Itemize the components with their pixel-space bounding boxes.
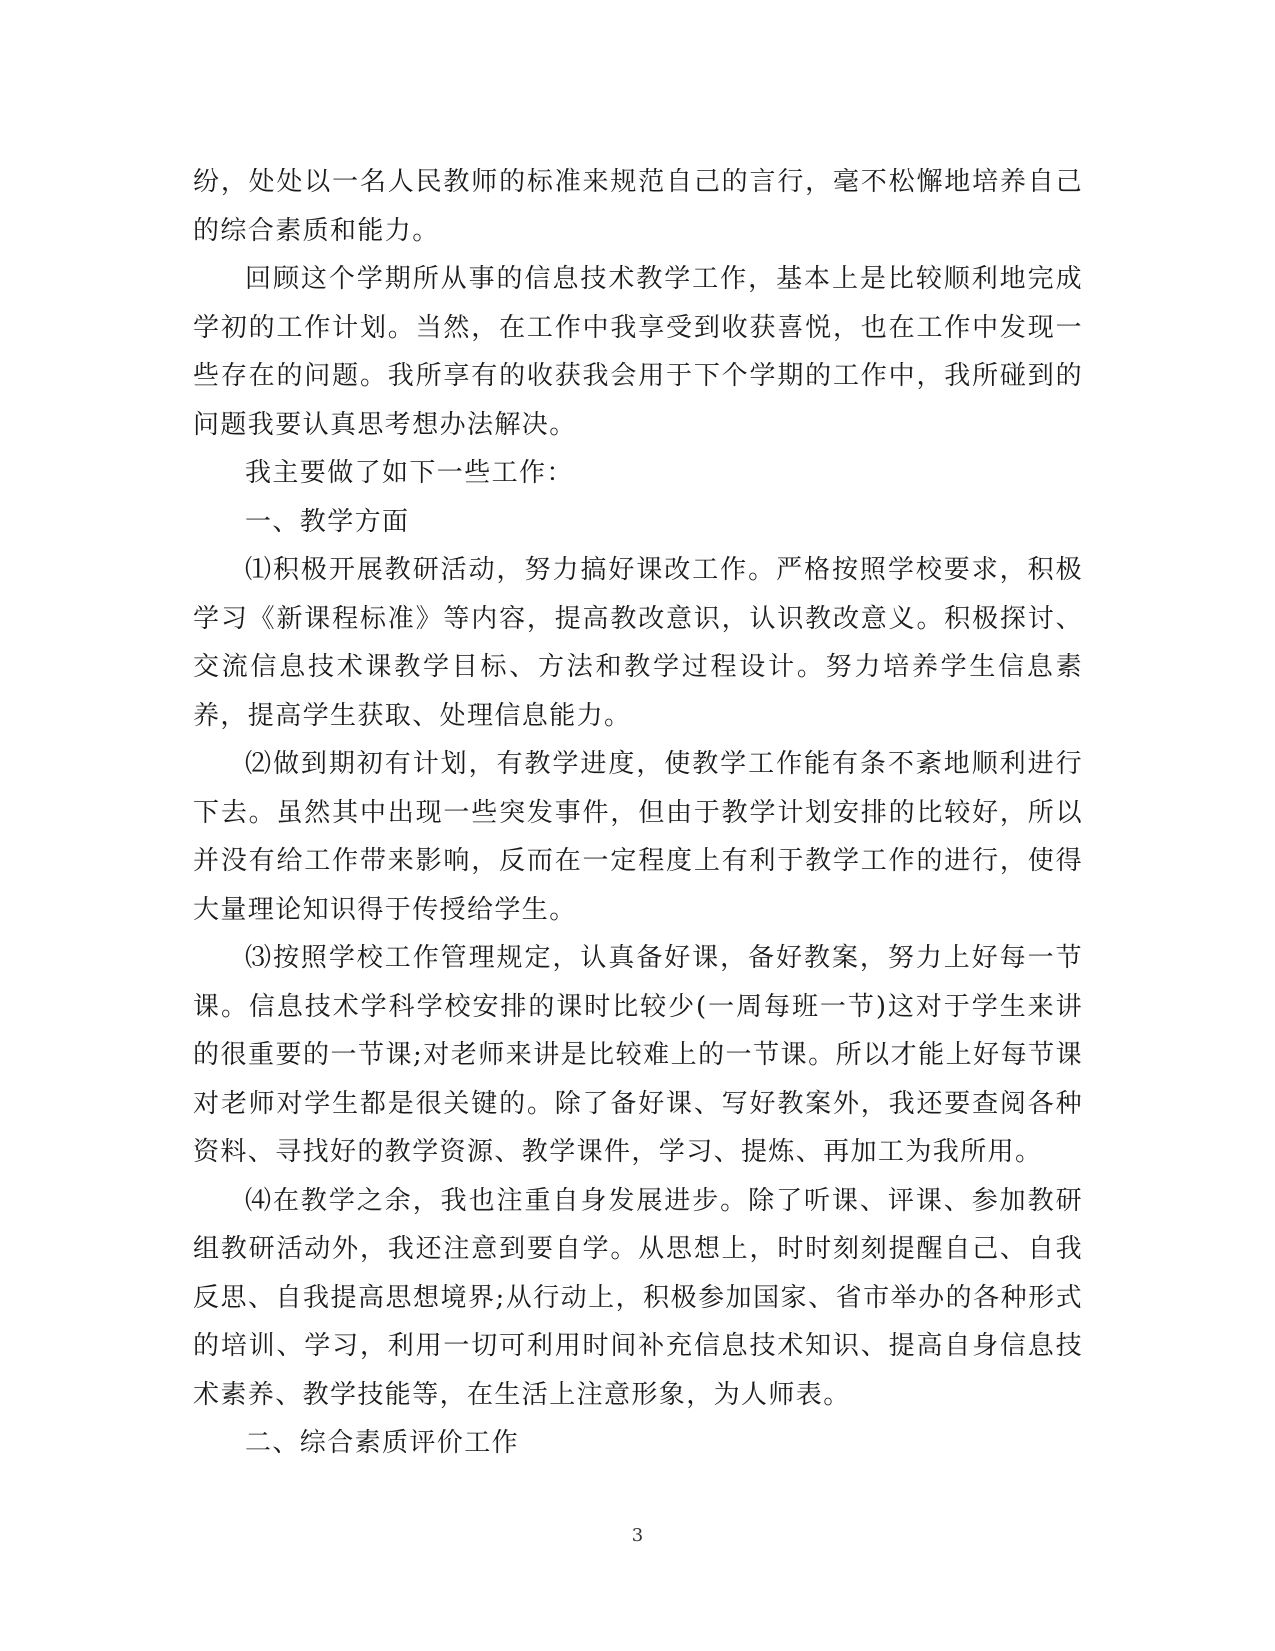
- section-heading-teaching: 一、教学方面: [245, 506, 410, 537]
- document-body: [193, 158, 1083, 1468]
- paragraph-review: 回顾这个学期所从事的信息技术教学工作，基本上是比较顺利地完成学初的工作计划。当然，在工作中我享受到收获喜悦，也在工作中发现一些存在的问题。我所享有的收获我会用于下个学期的工作中，我所碰到的问题我要认真思考想办法解决。: [193, 264, 1083, 440]
- paragraph-item-1: ⑴积极开展教研活动，努力搞好课改工作。严格按照学校要求，积极学习《新课程标准》等内容，提高教改意识，认识教改意义。积极探讨、交流信息技术课教学目标、方法和教学过程设计。努力培养学生信息素养，提高学生获取、处理信息能力。: [193, 555, 1083, 731]
- section-heading-evaluation: 二、综合素质评价工作: [245, 1428, 520, 1458]
- paragraph-item-3: ⑶按照学校工作管理规定，认真备好课，备好教案，努力上好每一节课。信息技术学科学校安排的课时比较少(一周每班一节)这对于学生来讲的很重要的一节课;对老师来讲是比较难上的一节课。所以才能上好每节课对老师对学生都是很关键的。除了备好课、写好教案外，我还要查阅各种资料、寻找好的教学资源、教学课件，学习、提炼、再加工为我所用。: [193, 943, 1083, 1167]
- paragraph-work-intro: 我主要做了如下一些工作：: [245, 458, 574, 488]
- paragraph-item-4: ⑷在教学之余，我也注重自身发展进步。除了听课、评课、参加教研组教研活动外，我还注意到要自学。从思想上，时时刻刻提醒自己、自我反思、自我提高思想境界;从行动上，积极参加国家、省市举办的各种形式的培训、学习，利用一切可利用时间补充信息技术知识、提高自身信息技术素养、教学技能等，在生活上注意形象，为人师表。: [193, 1185, 1083, 1410]
- paragraph-continuation: 纷，处处以一名人民教师的标准来规范自己的言行，毫不松懈地培养自己的综合素质和能力。: [193, 167, 1083, 246]
- page-number: 3: [631, 1525, 644, 1546]
- paragraph-item-2: ⑵做到期初有计划，有教学进度，使教学工作能有条不紊地顺利进行下去。虽然其中出现一些突发事件，但由于教学计划安排的比较好，所以并没有给工作带来影响，反而在一定程度上有利于教学工作的进行，使得大量理论知识得于传授给学生。: [193, 749, 1083, 925]
